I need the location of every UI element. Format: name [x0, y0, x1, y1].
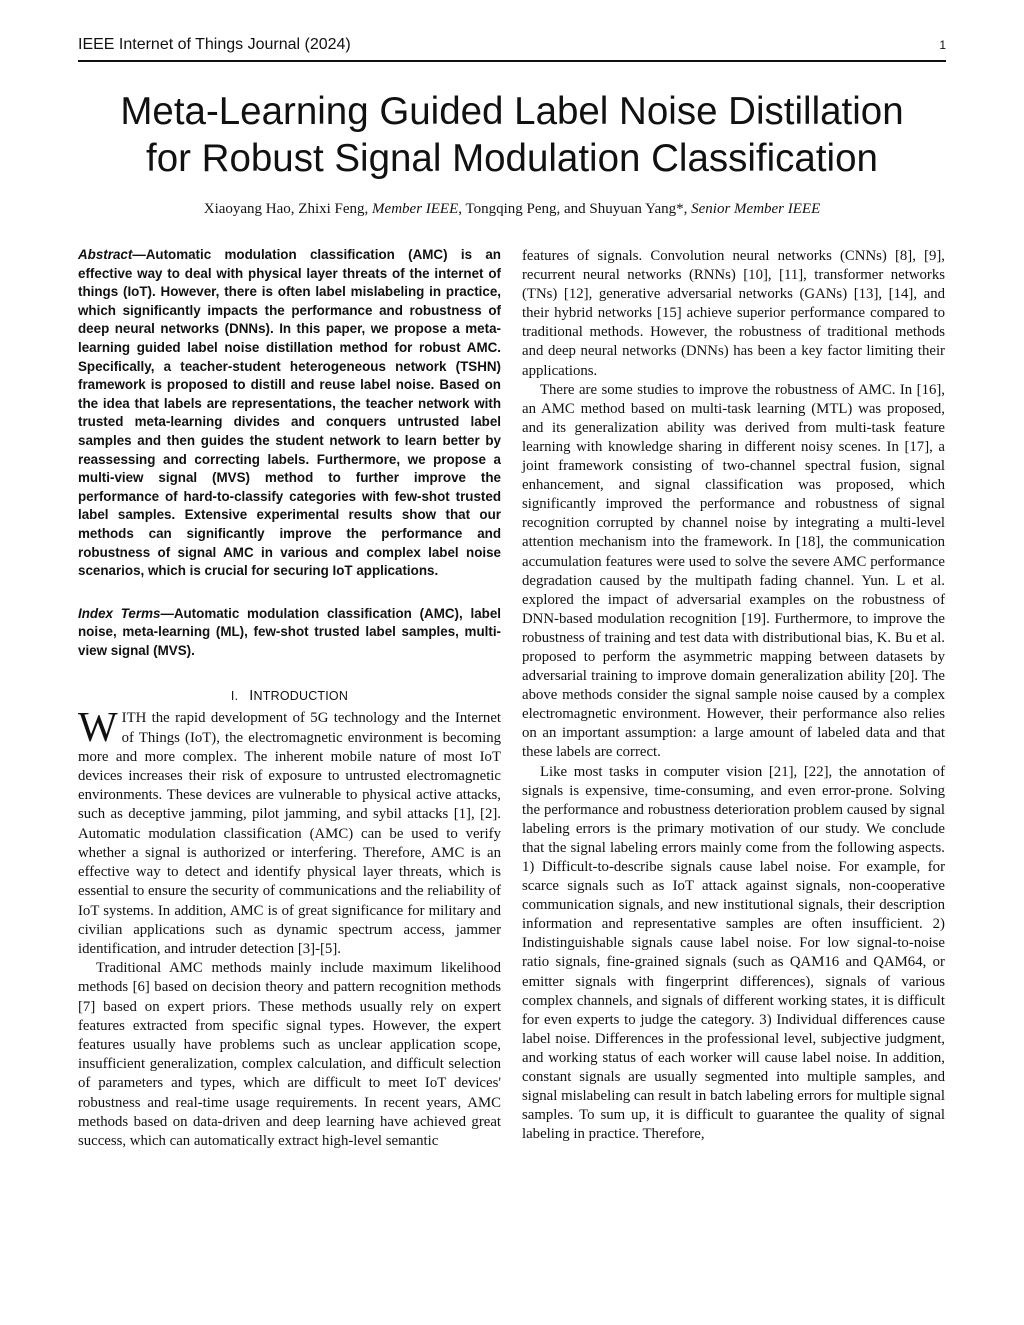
intro-paragraph-3: features of signals. Convolution neural networks (CNNs) [8], [9], recurrent neural networks (RNNs) [10], [11], transformer networks (TNs) [12], generative adversarial networks (GANs) [13], [14], and their hybrid networks [15] achieve superior performance compared to traditional methods. However, the robustness of traditional methods and deep neural networks (DNNs) has been a key factor limiting their applications. [522, 248, 945, 379]
section-title-initial: I [249, 688, 254, 705]
intro-paragraph-2: Traditional AMC methods mainly include maximum likelihood methods [6] based on decision theory and pattern recognition methods [7] based on expert priors. These methods usually rely on expert features extracted from specific signal types. However, the expert features usually have problems such as unclear application scope, insufficient generalization, complex calculation, and difficult selection of parameters and types, which are difficult to meet IoT devices' robustness and real-time usage requirements. In recent years, AMC methods based on data-driven and deep learning have achieved great success, which can automatically extract high-level semantic [78, 960, 501, 1149]
abstract-label: Abstract [78, 247, 133, 262]
running-header [78, 34, 946, 62]
section-number: I. [230, 689, 239, 704]
section-heading-introduction [78, 688, 501, 704]
drop-cap: W [78, 705, 118, 752]
intro-paragraph-4: There are some studies to improve the robustness of AMC. In [16], an AMC method based on multi-task learning (MTL) was proposed, and its generalization ability was derived from multi-task feature learning with knowledge sharing in different noisy scenes. In [17], a joint framework consisting of two-channel spectral fusion, signal enhancement, and signal classification was proposed, which significantly improved the performance and robustness of signal recognition corrupted by channel noise by integrating a multi-level attention mechanism into the framework. In [18], the communication accumulation features were used to solve the severe AMC performance degradation caused by the multipath fading channel. Yun. L et al. explored the impact of adversarial examples on the robustness of DNN-based modulation recognition [19]. Furthermore, to improve the robustness of training and test data with distributional bias, K. Bu et al. proposed to perform the asymmetric mapping between datasets by adversarial training to improve domain generalization ability [20]. The above methods consider the signal sample noise caused by a complex electromagnetic environment. However, their performance also relies on an important assumption: a large amount of labeled data and that these labels are correct. [522, 381, 945, 761]
intro-paragraph-1 [78, 705, 501, 959]
section-title-rest: NTRODUCTION [253, 689, 349, 704]
title-line-1: Meta-Learning Guided Label Noise Distillation [120, 90, 904, 133]
index-terms-text: —Automatic modulation classification (AMC), label noise, meta-learning (ML), few-shot trusted label samples, multi-view signal (MVS). [78, 605, 501, 658]
right-column [522, 247, 945, 1144]
index-terms [78, 605, 501, 661]
abstract-text: —Automatic modulation classification (AMC) is an effective way to deal with physical layer threats of the internet of things (IoT). However, there is often label mislabeling in practice, which significantly impacts the performance and robustness of deep neural networks (DNNs). In this paper, we propose a meta-learning guided label noise distillation method for robust AMC. Specifically, a teacher-student heterogeneous network (TSHN) framework is proposed to distill and reuse label noise. Based on the idea that labels are representations, the teacher network with trusted meta-learning divides and conquers untrusted label samples and then guides the student network to learn better by reassessing and correcting labels. Furthermore, we propose a multi-view signal (MVS) method to further improve the performance of hard-to-classify categories with few-shot trusted label samples. Extensive experimental results show that our methods can significantly improve the performance and robustness of signal AMC in various and complex label noise scenarios, which is crucial for securing IoT applications. [78, 247, 501, 579]
journal-name: IEEE Internet of Things Journal (2024) [78, 36, 351, 53]
left-column [78, 246, 501, 1151]
authors-part-2: , Tongqing Peng, and Shuyuan Yang*, [458, 201, 692, 217]
author-role-1: Member IEEE [372, 201, 459, 217]
paper-title [60, 88, 964, 182]
page-number: 1 [939, 38, 946, 52]
title-line-2: for Robust Signal Modulation Classification [146, 137, 878, 180]
intro-paragraph-5: Like most tasks in computer vision [21], [22], the annotation of signals is expensive, time-consuming, and even error-prone. Solving the performance and robustness deterioration problem caused by signal labeling errors is the primary motivation of our study. We conclude that the signal labeling errors mainly come from the following aspects. 1) Difficult-to-describe signals cause label noise. For example, for scarce signals such as IoT attack against signals, non-cooperative communication signals, and new institutional signals, their description information and representative samples are often insufficient. 2) Indistinguishable signals cause label noise. For low signal-to-noise ratio signals, fine-grained signals (such as QAM16 and QAM64, or emitter signals with fingerprint differences), signals of various complex channels, and signals of different working states, it is difficult for even experts to judge the category. 3) Individual differences cause label noise. Differences in the professional level, subjective judgment, and working status of each worker will cause label noise. In addition, constant signals are usually segmented into multiple samples, and signal mislabeling can result in batch labeling errors for multiple signal samples. To sum up, it is difficult to guarantee the quality of signal labeling in practice. Therefore, [522, 763, 945, 1143]
author-role-2: Senior Member IEEE [691, 201, 821, 217]
intro-paragraph-1-text: ITH the rapid development of 5G technology and the Internet of Things (IoT), the electromagnetic environment is becoming more and more complex. The inherent mobile nature of most IoT devices increases their risk of exposure to untrusted electromagnetic environments. These devices are vulnerable to physical active attacks, such as deceptive jamming, pilot jamming, and sybil attacks [1], [2]. Automatic modulation classification (AMC) can be used to verify whether a signal is authorized or interfering. Therefore, AMC is an effective way to detect and identify physical layer threats, which is essential to ensure the security of communications and the reliability of IoT systems. In addition, AMC is of great significance for military and civilian applications such as dynamic spectrum access, jammer identification, and intruder detection [3]-[5]. [78, 710, 501, 957]
author-list [60, 201, 964, 218]
index-terms-label: Index Terms [78, 605, 161, 621]
authors-part-1: Xiaoyang Hao, Zhixi Feng, [203, 201, 373, 217]
abstract [78, 246, 501, 581]
